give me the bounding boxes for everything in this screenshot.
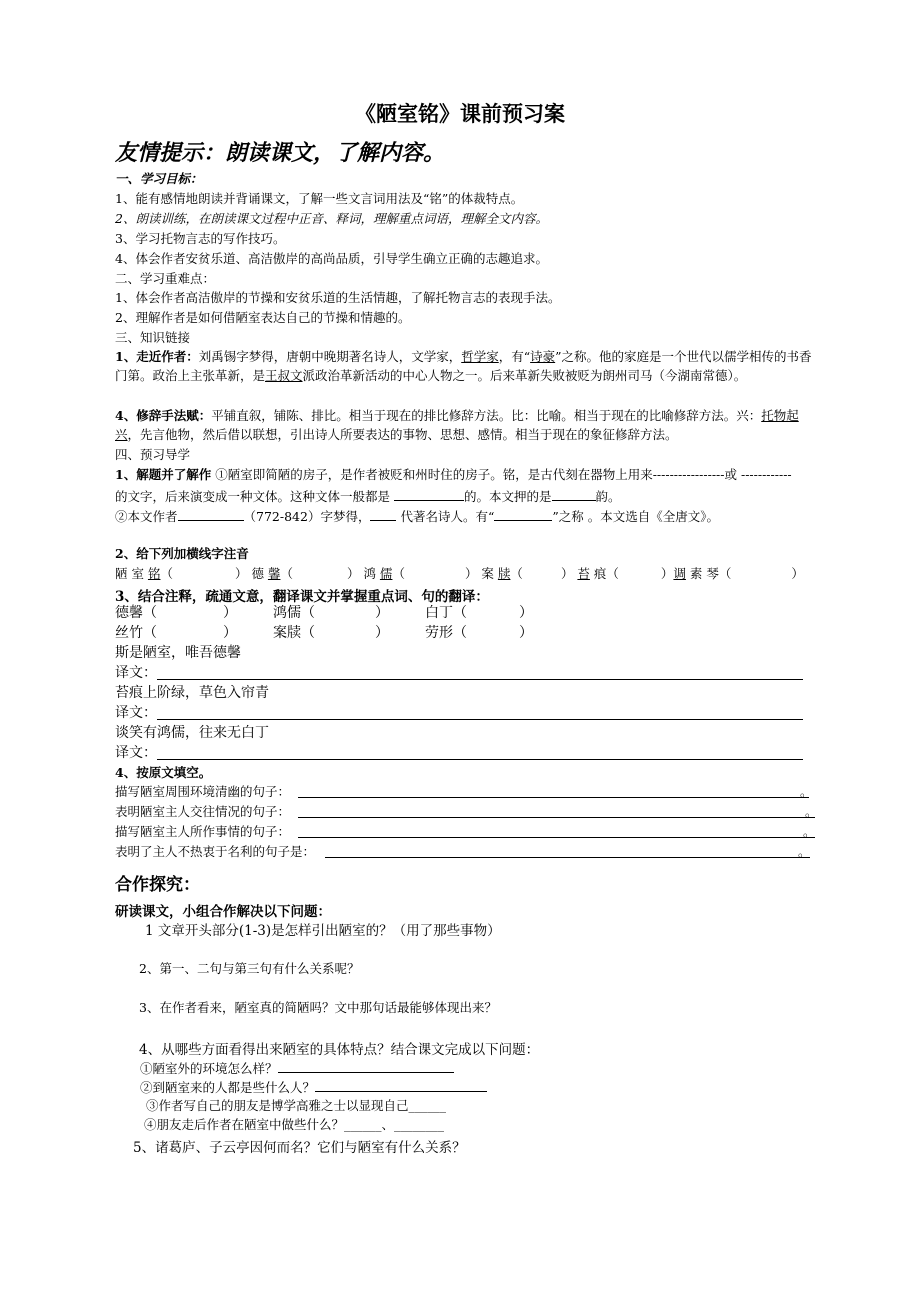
gloss-close-6: ） [519,625,533,641]
pron-post-4: （ [510,566,523,581]
coop-sub-1-blank[interactable] [278,1058,454,1073]
goal-item-1: 1、能有感情地朗读并背诵课文，了解一些文言词用法及“铭”的体裁特点。 [115,191,524,206]
pron-pre-2: ） 德 [234,566,268,581]
fill-end-3: 。 [803,824,816,839]
coop-subheading: 研读课文，小组合作解决以下问题： [115,904,331,920]
rhetoric-paragraph [115,406,815,444]
blank-author[interactable] [178,506,244,521]
title-explain-text-3c: 代著名诗人。有“ [400,509,495,524]
blank-dynasty[interactable] [370,506,396,521]
coop-sub-2-blank[interactable] [315,1077,487,1092]
coop-sub-4: ④朋友走后作者在陋室中做些什么？______、________ [144,1117,445,1132]
coop-question-5: 5、诸葛庐、子云亭因何而名？它们与陋室有什么关系？ [133,1140,466,1156]
author-paragraph [115,347,815,385]
blank-title[interactable] [494,506,552,521]
translation-label-2: 译文： [115,705,157,721]
pronunciation-row [115,565,804,583]
translation-line-1[interactable] [157,679,803,680]
title-explain-text-3d: ”之称 。本文选自《全唐文》。 [552,509,719,524]
goal-item-3: 3、学习托物言志的写作技巧。 [115,231,286,246]
title-explain-text-3b: （772-842）字梦得， [243,509,371,524]
rhetoric-text-a: 平铺直叙，铺陈、排比。相当于现在的排比修辞方法。比：比喻。相当于现在的比喻修辞方法。兴： [211,408,762,423]
fill-heading: 4、按原文填空。 [115,765,212,780]
pron-char-1: 铭 [147,566,161,581]
sentence-2: 苔痕上阶绿，草色入帘青 [115,685,269,701]
gloss-close-4: ） [223,625,237,641]
fill-end-4: 。 [798,844,811,859]
author-underline-2: 诗豪 [530,349,556,364]
coop-sub-1-text: ①陋室外的环境怎么样？ [140,1061,278,1076]
gloss-baiding: 白丁（ [425,605,467,621]
fill-label-1: 描写陋室周围环境清幽的句子： [115,784,291,799]
pron-pre-6: ） [660,566,674,581]
gloss-sizhu: 丝竹（ [115,625,157,641]
translation-line-3[interactable] [157,759,803,760]
translation-line-2[interactable] [157,719,803,720]
coop-question-1: 1 文章开头部分(1-3)是怎样引出陋室的？（用了那些事物） [145,923,501,939]
author-underline-1: 哲学家 [461,349,499,364]
pron-pre-5: ） [560,566,578,581]
fill-line-3[interactable] [298,837,815,838]
goal-item-4: 4、体会作者安贫乐道、高洁傲岸的高尚品质，引导学生确立正确的志趣追求。 [115,251,548,266]
blank-style[interactable] [394,486,464,501]
coop-question-4: 4、从哪些方面看得出来陋室的具体特点？结合课文完成以下问题： [139,1042,540,1058]
fill-line-4[interactable] [325,857,810,858]
rhetoric-text-b: ，先言他物，然后借以联想，引出诗人所要表达的事物、思想、感情。相当于现在的象征修辞方法。 [127,427,678,442]
title-explain-text-2c: 韵。 [595,489,621,504]
coop-question-2: 2、第一、二句与第三句有什么关系呢？ [139,961,360,976]
gloss-close-2: ） [375,605,389,621]
title-explain-line-2 [115,486,621,506]
blank-rhyme[interactable] [552,486,596,501]
gloss-close-1: ） [223,605,237,621]
title-explain-text-2a: 的文字，后来演变成一种文体。这种文体一般都是 [115,489,391,504]
pron-pre-3: ） 鸿 [346,566,380,581]
key-point-1: 1、体会作者高洁傲岸的节操和安贫乐道的生活情趣，了解托物言志的表现手法。 [115,290,561,305]
pron-post-5: 痕（ [589,566,619,581]
author-text-d: 派政治革新活动的中心人物之一。后来革新失败被贬为朗州司马（今湖南常德）。 [302,368,747,383]
fill-end-2: 。 [805,804,818,819]
gloss-hongru: 鸿儒（ [273,605,315,621]
pron-close: ） [791,566,804,581]
pron-post-3: （ [392,566,405,581]
gloss-close-3: ） [519,605,533,621]
fill-line-2[interactable] [298,817,815,818]
section-1-heading: 一、学习目标： [115,171,203,186]
author-text-a: 刘禹锡字梦得，唐朝中晚期著名诗人，文学家， [198,349,462,364]
rhetoric-label: 4、修辞手法赋： [115,408,212,423]
coop-heading: 合作探究： [115,875,200,895]
pronunciation-heading: 2、给下列加横线字注音 [115,546,249,561]
pron-pre-1: 陋 室 [115,566,148,581]
pron-char-3: 儒 [379,566,393,581]
rhetoric-underline: 托物起兴 [115,408,799,442]
section-2-heading: 二、学习重难点： [115,271,216,286]
gloss-close-5: ） [375,625,389,641]
gloss-laoxing: 劳形（ [425,625,467,641]
fill-label-2: 表明陋室主人交往情况的句子： [115,804,291,819]
coop-question-3: 3、在作者看来，陋室真的简陋吗？文中那句话最能够体现出来？ [139,1000,497,1015]
coop-sub-2 [140,1077,487,1097]
author-text-c: ”之称。他的家庭是一个世代以儒学相传的书香门第。政治上主张革新，是 [115,349,812,383]
key-point-2: 2、理解作者是如何借陋室表达自己的节操和情趣的。 [115,310,411,325]
coop-sub-1 [140,1058,454,1078]
section-4-heading: 四、预习导学 [115,447,191,462]
fill-end-1: 。 [800,784,813,799]
pron-char-5: 苔 [577,566,590,581]
translation-heading: 3、结合注释，疏通文意，翻译课文并掌握重点词、句的翻译： [115,589,489,605]
translation-label-1: 译文： [115,665,157,681]
author-underline-3: 王叔文 [265,368,303,383]
title-explain-line-3 [115,506,719,526]
fill-line-1[interactable] [298,797,809,798]
title-explain-text-2b: 的。本文押的是 [464,489,552,504]
fill-label-3: 描写陋室主人所作事情的句子： [115,824,291,839]
pron-post-1: （ [160,566,173,581]
word-gloss-row-2 [115,623,533,643]
pron-post-6: 素 琴（ [685,566,732,581]
hint-heading: 友情提示：朗读课文，了解内容。 [115,140,446,166]
gloss-dexin: 德馨（ [115,605,157,621]
pron-char-4: 牍 [497,566,511,581]
pron-char-6: 调 [673,566,686,581]
goal-item-2: 2、朗读训练，在朗读课文过程中正音、释词，理解重点词语，理解全文内容。 [115,211,548,226]
translation-label-3: 译文： [115,745,157,761]
page-title: 《陋室铭》课前预习案 [355,101,565,126]
title-explain-label: 1、解题并了解作 [115,467,212,482]
coop-sub-3: ③作者写自己的朋友是博学高雅之士以显现自己______ [146,1098,447,1113]
title-explain-text-3a: ②本文作者 [115,509,178,524]
coop-sub-2-text: ②到陋室来的人都是些什么人？ [140,1080,316,1095]
section-3-heading: 三、知识链接 [115,330,191,345]
fill-label-4: 表明了主人不热衷于名利的句子是： [115,844,316,859]
pron-post-2: （ [280,566,293,581]
pron-char-2: 馨 [267,566,281,581]
sentence-3: 谈笑有鸿儒，往来无白丁 [115,725,269,741]
title-explain-text-1: ①陋室即简陋的房子，是作者被贬和州时住的房子。铭，是古代刻在器物上用来-----------------或 ------------ [215,467,792,482]
author-label: 1、走近作者： [115,349,199,364]
pron-pre-4: ） 案 [464,566,498,581]
word-gloss-row-1 [115,603,533,623]
author-text-b: ，有“ [498,349,531,364]
title-explain-line-1 [115,466,792,484]
sentence-1: 斯是陋室，唯吾德馨 [115,645,241,661]
gloss-andu: 案牍（ [273,625,315,641]
